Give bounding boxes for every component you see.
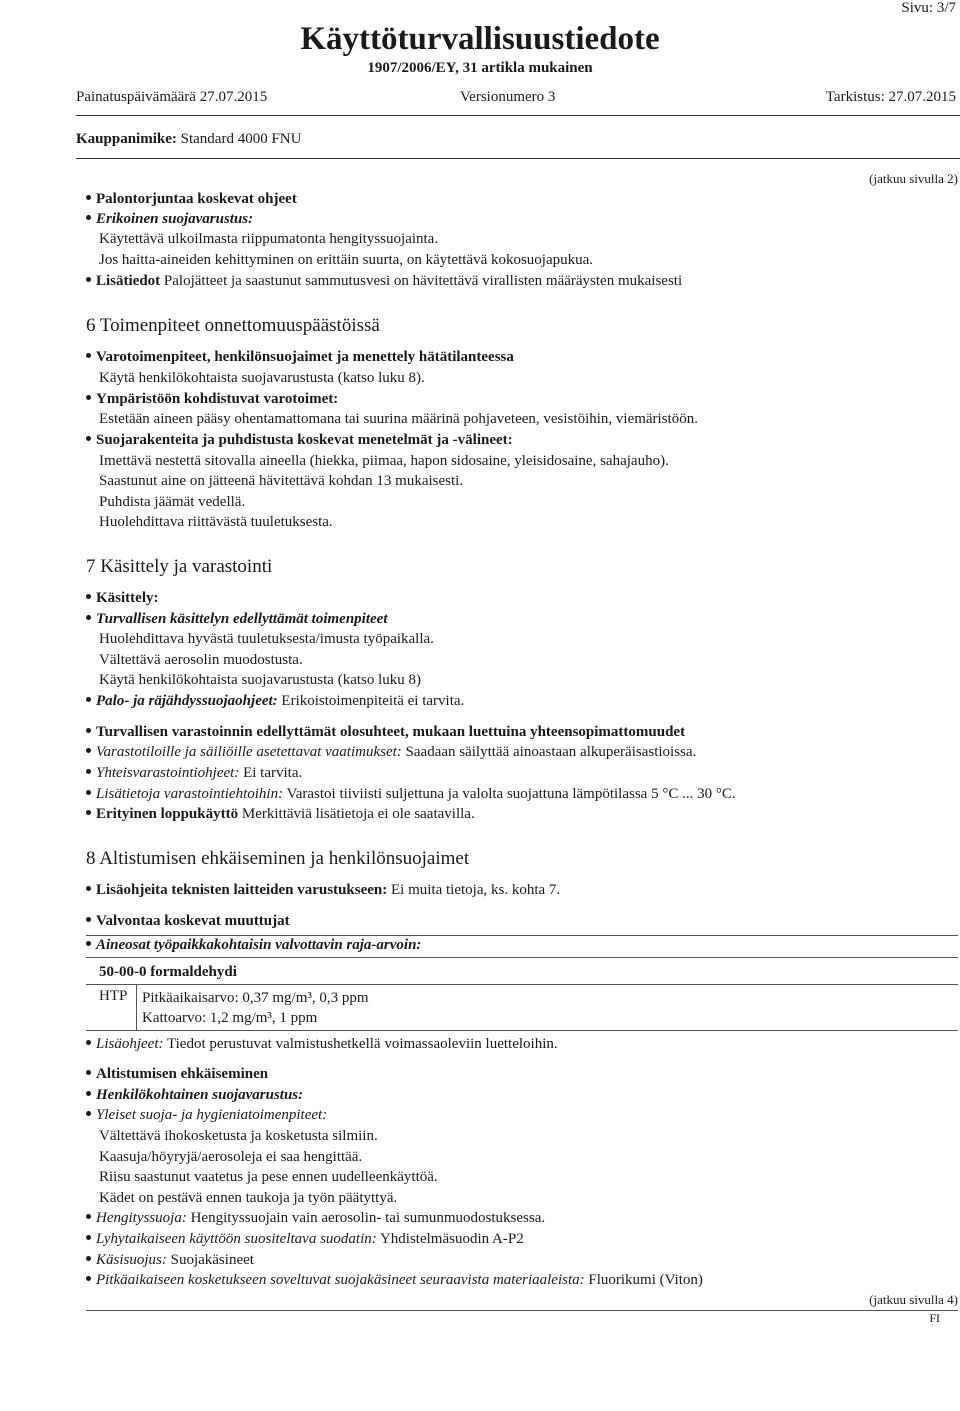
list-item: Palontorjuntaa koskevat ohjeet — [86, 189, 297, 209]
list-item: Käsittely: — [86, 588, 158, 608]
text-line: Käytä henkilökohtaista suojavarustusta (katso luku 8) — [99, 672, 422, 688]
header-divider — [76, 115, 960, 116]
list-item: Erikoinen suojavarustus: — [86, 209, 253, 229]
text-line: Puhdista jäämät vedellä. — [99, 494, 246, 510]
text-line: Vältettävä ihokosketusta ja kosketusta silmiin. — [99, 1128, 378, 1144]
language-code: FI — [929, 1311, 940, 1325]
text-line: Imettävä nestettä sitovalla aineella (hiekka, piimaa, hapon sidosaine, yleisidosaine, sahajauho). — [99, 453, 669, 469]
bullet-icon — [86, 277, 91, 282]
list-item: Suojarakenteita ja puhdistusta koskevat menetelmät ja -välineet: — [86, 430, 513, 450]
list-item: Yhteisvarastointiohjeet: Ei tarvita. — [86, 763, 302, 783]
review-date: Tarkistus: 27.07.2015 — [825, 89, 956, 105]
list-item: Varastotiloille ja säiliöille asetettavat vaatimukset: Saadaan säilyttää ainoastaan alkuperäisastioissa. — [86, 742, 696, 762]
substance-name: 50-00-0 formaldehydi — [99, 964, 237, 980]
list-item: Lyhytaikaiseen käyttöön suositeltava suodatin: Yhdistelmäsuodin A-P2 — [86, 1229, 524, 1249]
text-line: Riisu saastunut vaatetus ja pese ennen uudelleenkäyttöä. — [99, 1169, 438, 1185]
bullet-icon — [86, 436, 91, 441]
bullet-icon — [86, 395, 91, 400]
list-item: Lisätiedot Palojätteet ja saastunut sammutusvesi on hävitettävä virallisten määräysten mukaisesti — [86, 271, 682, 291]
list-item: Pitkäaikaiseen kosketukseen soveltuvat suojakäsineet seuraavista materiaaleista: Fluorikumi (Viton) — [86, 1270, 703, 1290]
document-subtitle: 1907/2006/EY, 31 artikla mukainen — [367, 60, 593, 76]
bullet-icon — [86, 917, 91, 922]
limit-type-label: HTP — [99, 988, 128, 1004]
list-item: Palo- ja räjähdyssuojaohjeet: Erikoistoimenpiteitä ei tarvita. — [86, 691, 464, 711]
bullet-icon — [86, 810, 91, 815]
bullet-icon — [86, 353, 91, 358]
table-rule — [86, 957, 958, 958]
bullet-icon — [86, 697, 91, 702]
list-item: Turvallisen käsittelyn edellyttämät toimenpiteet — [86, 609, 388, 629]
text-line: Käytettävä ulkoilmasta riippumatonta hengityssuojainta. — [99, 231, 439, 247]
list-item: Erityinen loppukäyttö Merkittäviä lisätietoja ei ole saatavilla. — [86, 804, 475, 824]
limit-value: Pitkäaikaisarvo: 0,37 mg/m³, 0,3 ppm — [142, 990, 369, 1006]
text-line: Huolehdittava hyvästä tuuletuksesta/imusta työpaikalla. — [99, 631, 434, 647]
bullet-icon — [86, 941, 91, 946]
bullet-icon — [86, 1276, 91, 1281]
bullet-icon — [86, 215, 91, 220]
section-heading: 6 Toimenpiteet onnettomuuspäästöissä — [86, 315, 380, 336]
header-divider-2 — [76, 158, 960, 159]
list-item: Lisäohjeet: Tiedot perustuvat valmistushetkellä voimassaoleviin luetteloihin. — [86, 1034, 558, 1054]
bullet-icon — [86, 1256, 91, 1261]
bullet-icon — [86, 886, 91, 891]
bullet-icon — [86, 1111, 91, 1116]
text-line: Huolehdittava riittävästä tuuletuksesta. — [99, 514, 333, 530]
bullet-icon — [86, 1235, 91, 1240]
bullet-icon — [86, 728, 91, 733]
header-meta-row — [76, 89, 956, 109]
table-rule — [86, 984, 958, 985]
bullet-icon — [86, 769, 91, 774]
list-item: Aineosat työpaikkakohtaisin valvottavin raja-arvoin: — [86, 935, 421, 955]
text-line: Kaasuja/höyryjä/aerosoleja ei saa hengittää. — [99, 1149, 363, 1165]
table-rule-bottom — [86, 1030, 958, 1031]
trade-name: Kauppanimike: Standard 4000 FNU — [76, 131, 302, 147]
text-line: Käytä henkilökohtaista suojavarustusta (katso luku 8). — [99, 370, 425, 386]
print-date: Painatuspäivämäärä 27.07.2015 — [76, 89, 268, 105]
page-number: Sivu: 3/7 — [901, 0, 956, 16]
text-line: Jos haitta-aineiden kehittyminen on erittäin suurta, on käytettävä kokosuojapukua. — [99, 252, 594, 268]
list-item: Varotoimenpiteet, henkilönsuojaimet ja menettely hätätilanteessa — [86, 347, 514, 367]
section-heading: 8 Altistumisen ehkäiseminen ja henkilönsuojaimet — [86, 848, 470, 869]
limit-value: Kattoarvo: 1,2 mg/m³, 1 ppm — [142, 1010, 318, 1026]
text-line: Saastunut aine on jätteenä hävitettävä kohdan 13 mukaisesti. — [99, 473, 464, 489]
bullet-icon — [86, 615, 91, 620]
footer-divider — [86, 1310, 958, 1311]
list-item: Henkilökohtainen suojavarustus: — [86, 1085, 303, 1105]
list-item: Lisäohjeita teknisten laitteiden varustukseen: Ei muita tietoja, ks. kohta 7. — [86, 880, 560, 900]
list-item: Ympäristöön kohdistuvat varotoimet: — [86, 389, 338, 409]
bullet-icon — [86, 790, 91, 795]
list-item: Hengityssuoja: Hengityssuojain vain aerosolin- tai sumunmuodostuksessa. — [86, 1208, 545, 1228]
bullet-icon — [86, 594, 91, 599]
list-item: Turvallisen varastoinnin edellyttämät olosuhteet, mukaan luettuina yhteensopimattomuudet — [86, 722, 685, 742]
bullet-icon — [86, 195, 91, 200]
list-item: Altistumisen ehkäiseminen — [86, 1064, 268, 1084]
bullet-icon — [86, 1091, 91, 1096]
text-line: Kädet on pestävä ennen taukoja ja työn päätyttyä. — [99, 1190, 398, 1206]
continued-on-note: (jatkuu sivulla 4) — [869, 1292, 958, 1307]
text-line: Estetään aineen pääsy ohentamattomana tai suurina määrinä pohjaveteen, vesistöihin, viemäristöön. — [99, 411, 698, 427]
section-heading: 7 Käsittely ja varastointi — [86, 556, 273, 577]
bullet-icon — [86, 1070, 91, 1075]
list-item: Valvontaa koskevat muuttujat — [86, 911, 290, 931]
list-item: Lisätietoja varastointiehtoihin: Varastoi tiiviisti suljettuna ja valolta suojattuna lämpötilassa 5 °C ... 30 °C. — [86, 784, 736, 804]
table-column-divider — [136, 985, 137, 1030]
document-title: Käyttöturvallisuustiedote — [300, 21, 660, 57]
version-number: Versionumero 3 — [460, 89, 556, 105]
bullet-icon — [86, 748, 91, 753]
bullet-icon — [86, 1214, 91, 1219]
list-item: Yleiset suoja- ja hygieniatoimenpiteet: — [86, 1105, 327, 1125]
text-line: Vältettävä aerosolin muodostusta. — [99, 652, 303, 668]
list-item: Käsisuojus: Suojakäsineet — [86, 1250, 254, 1270]
continued-from-note: (jatkuu sivulla 2) — [869, 171, 958, 186]
bullet-icon — [86, 1040, 91, 1045]
